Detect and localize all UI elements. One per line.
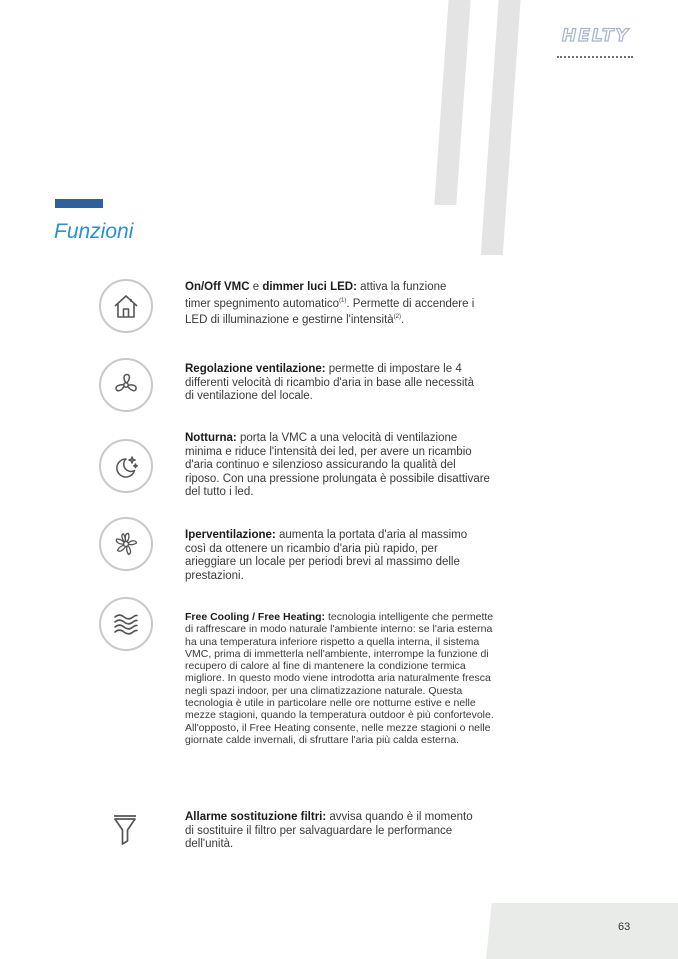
feature-hyperventilation: Iperventilazione: aumenta la portata d'aria al massimo così da ottenere un ricambio d'aria più rapido, per arieggiare un locale per periodi brevi al massimo delle prestazioni. bbox=[185, 529, 468, 582]
turbo-fan-icon bbox=[99, 517, 153, 571]
footnote-ref: (2) bbox=[393, 314, 402, 321]
footnote-ref: (1) bbox=[339, 297, 347, 304]
feature-title: Free Cooling / Free Heating: bbox=[185, 611, 326, 623]
title-accent-bar bbox=[55, 199, 103, 208]
moon-stars-icon bbox=[99, 439, 153, 493]
logo-divider bbox=[557, 56, 633, 58]
feature-title: Regolazione ventilazione: bbox=[185, 363, 326, 375]
feature-night-mode: Notturna: porta la VMC a una velocità di ventilazione minima e riduce l'intensità dei led, per avere un ricambio d'aria continuo e silenzioso assicurando la qualità del riposo. Con una pressione prolungata è possibile disattivare del tutto i led. bbox=[185, 432, 490, 499]
feature-free-cooling: Free Cooling / Free Heating: tecnologia intelligente che permette di raffrescare in modo naturale l'ambiente interno: se l'aria esterna ha una temperatura inferiore rispetto a quella interna, il sistema VMC, prima di immetterla nell'ambiente, interrompe la funzione di recupero di calore al fine di mantenere la condizione termica migliore. In questo modo viene introdotta aria naturalmente fresca negli spazi indoor, per una climatizzazione naturale. Questa tecnologia è utile in particolare nelle ore notturne estive e nelle mezze stagioni, quando la temperatura outdoor è più confortevole. All'opposto, il Free Heating consente, nelle mezze stagioni o nelle giornate calde invernali, di sfruttare l'aria più calda esterna. bbox=[185, 611, 494, 746]
section-title: Funzioni bbox=[54, 220, 134, 243]
feature-title: Iperventilazione: bbox=[185, 529, 276, 541]
decorative-stripe bbox=[481, 0, 522, 255]
feature-onoff-dimmer: On/Off VMC e dimmer luci LED: attiva la funzione timer spegnimento automatico$^{(1)}$. Permette di accendere i LED di illuminazione e gestirne l'intensità$^{(2)}$. bbox=[185, 281, 475, 326]
feature-filter-alarm: Allarme sostituzione filtri: avvisa quando è il momento di sostituire il filtro per salvaguardare le performance dell'unità. bbox=[185, 811, 473, 851]
feature-title: On/Off VMC bbox=[185, 281, 250, 293]
feature-title: dimmer luci LED: bbox=[262, 281, 357, 293]
fan-icon bbox=[99, 358, 153, 412]
air-waves-icon bbox=[99, 597, 153, 651]
feature-title: Notturna: bbox=[185, 432, 237, 444]
footer-band bbox=[486, 903, 678, 959]
feature-title: Allarme sostituzione filtri: bbox=[185, 811, 327, 823]
feature-ventilation: Regolazione ventilazione: permette di impostare le 4 differenti velocità di ricambio d'aria in base alle necessità di ventilazione del locale. bbox=[185, 363, 474, 403]
decorative-stripe bbox=[434, 0, 472, 205]
page-number: 63 bbox=[618, 921, 631, 933]
brand-logo: HELTY bbox=[562, 26, 630, 46]
house-icon bbox=[99, 279, 153, 333]
filter-funnel-icon bbox=[108, 811, 142, 847]
